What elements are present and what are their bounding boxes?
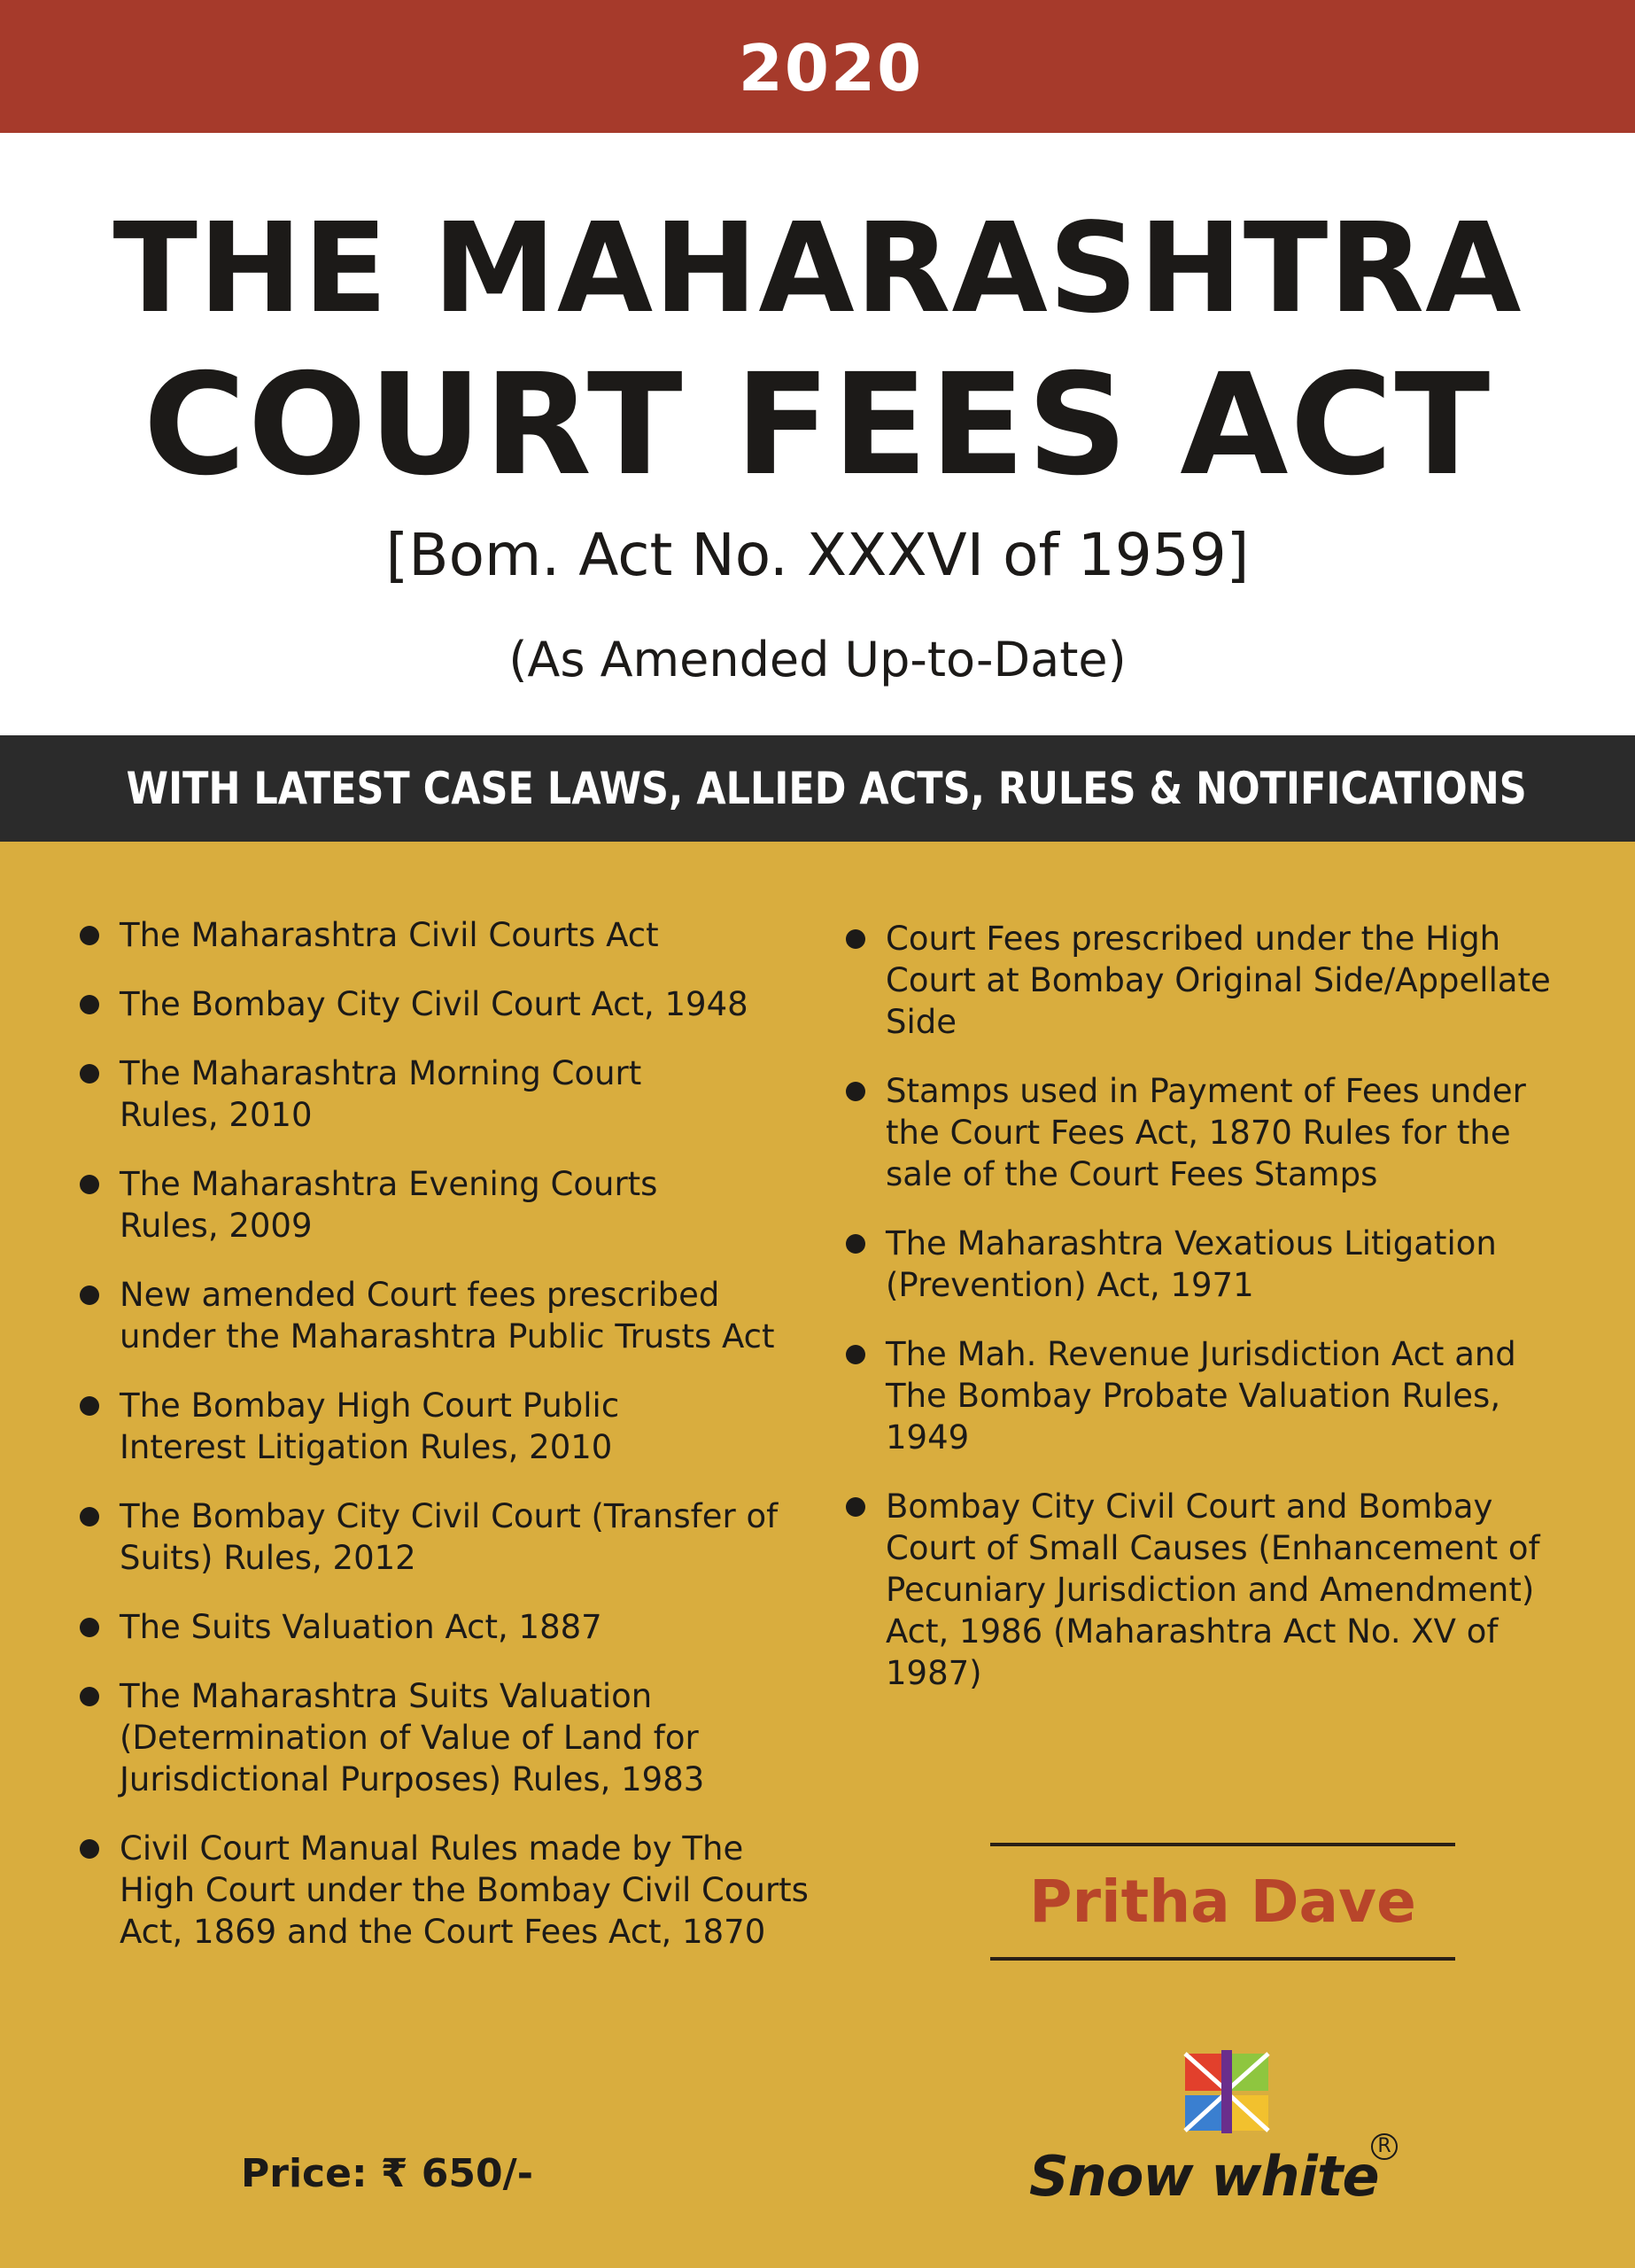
top-band <box>0 0 1635 133</box>
list-item: Bombay City Civil Court and Bombay Court of Small Causes (Enhancement of Pecuniary Jurisdiction and Amendment) Act, 1986 (Maharashtra Act No. XV of 1987) <box>846 1486 1577 1694</box>
publisher-name: Snow white <box>1029 2144 1379 2209</box>
list-item: The Bombay High Court Public Interest Litigation Rules, 2010 <box>80 1385 740 1468</box>
contents-list-right <box>846 918 1572 1721</box>
list-item: The Suits Valuation Act, 1887 <box>80 1606 815 1648</box>
list-item: The Maharashtra Evening Courts Rules, 2009 <box>80 1163 740 1247</box>
tagline: WITH LATEST CASE LAWS, ALLIED ACTS, RULES & NOTIFICATIONS <box>126 763 1527 814</box>
tagline-band <box>0 735 1635 842</box>
list-item: The Bombay City Civil Court (Transfer of Suits) Rules, 2012 <box>80 1495 819 1579</box>
list-item: New amended Court fees prescribed under the Maharashtra Public Trusts Act <box>80 1274 802 1357</box>
author-name: Pritha Dave <box>1029 1868 1416 1936</box>
title-area <box>0 133 1635 735</box>
author-box <box>990 1843 1455 1961</box>
price: Price: ₹ 650/- <box>241 2151 533 2196</box>
list-item: The Maharashtra Vexatious Litigation (Prevention) Act, 1971 <box>846 1223 1577 1306</box>
title-line-1: THE MAHARASHTRA <box>112 197 1523 341</box>
contents-area <box>0 842 1635 2268</box>
list-item: Stamps used in Payment of Fees under the Court Fees Act, 1870 Rules for the sale of the Court Fees Stamps <box>846 1070 1577 1195</box>
edition-year: 2020 <box>738 31 924 105</box>
list-item: The Mah. Revenue Jurisdiction Act and The Bombay Probate Valuation Rules, 1949 <box>846 1333 1541 1458</box>
title-line-2: COURT FEES ACT <box>143 344 1492 507</box>
snow-white-logo-icon <box>1178 2047 1275 2135</box>
list-item: The Maharashtra Suits Valuation (Determination of Value of Land for Jurisdictional Purposes) Rules, 1983 <box>80 1675 819 1800</box>
amended-note: (As Amended Up-to-Date) <box>508 632 1127 687</box>
list-item: The Maharashtra Civil Courts Act <box>80 914 815 956</box>
list-item: The Maharashtra Morning Court Rules, 2010 <box>80 1052 740 1136</box>
list-item: The Bombay City Civil Court Act, 1948 <box>80 983 815 1025</box>
list-item: Civil Court Manual Rules made by The High Court under the Bombay Civil Courts Act, 1869 and the Court Fees Act, 1870 <box>80 1828 819 1953</box>
registered-mark: R <box>1371 2133 1398 2160</box>
list-item: Court Fees prescribed under the High Court at Bombay Original Side/Appellate Side <box>846 918 1577 1043</box>
contents-list-left <box>80 914 815 1980</box>
act-number: [Bom. Act No. XXXVI of 1959] <box>385 521 1250 589</box>
